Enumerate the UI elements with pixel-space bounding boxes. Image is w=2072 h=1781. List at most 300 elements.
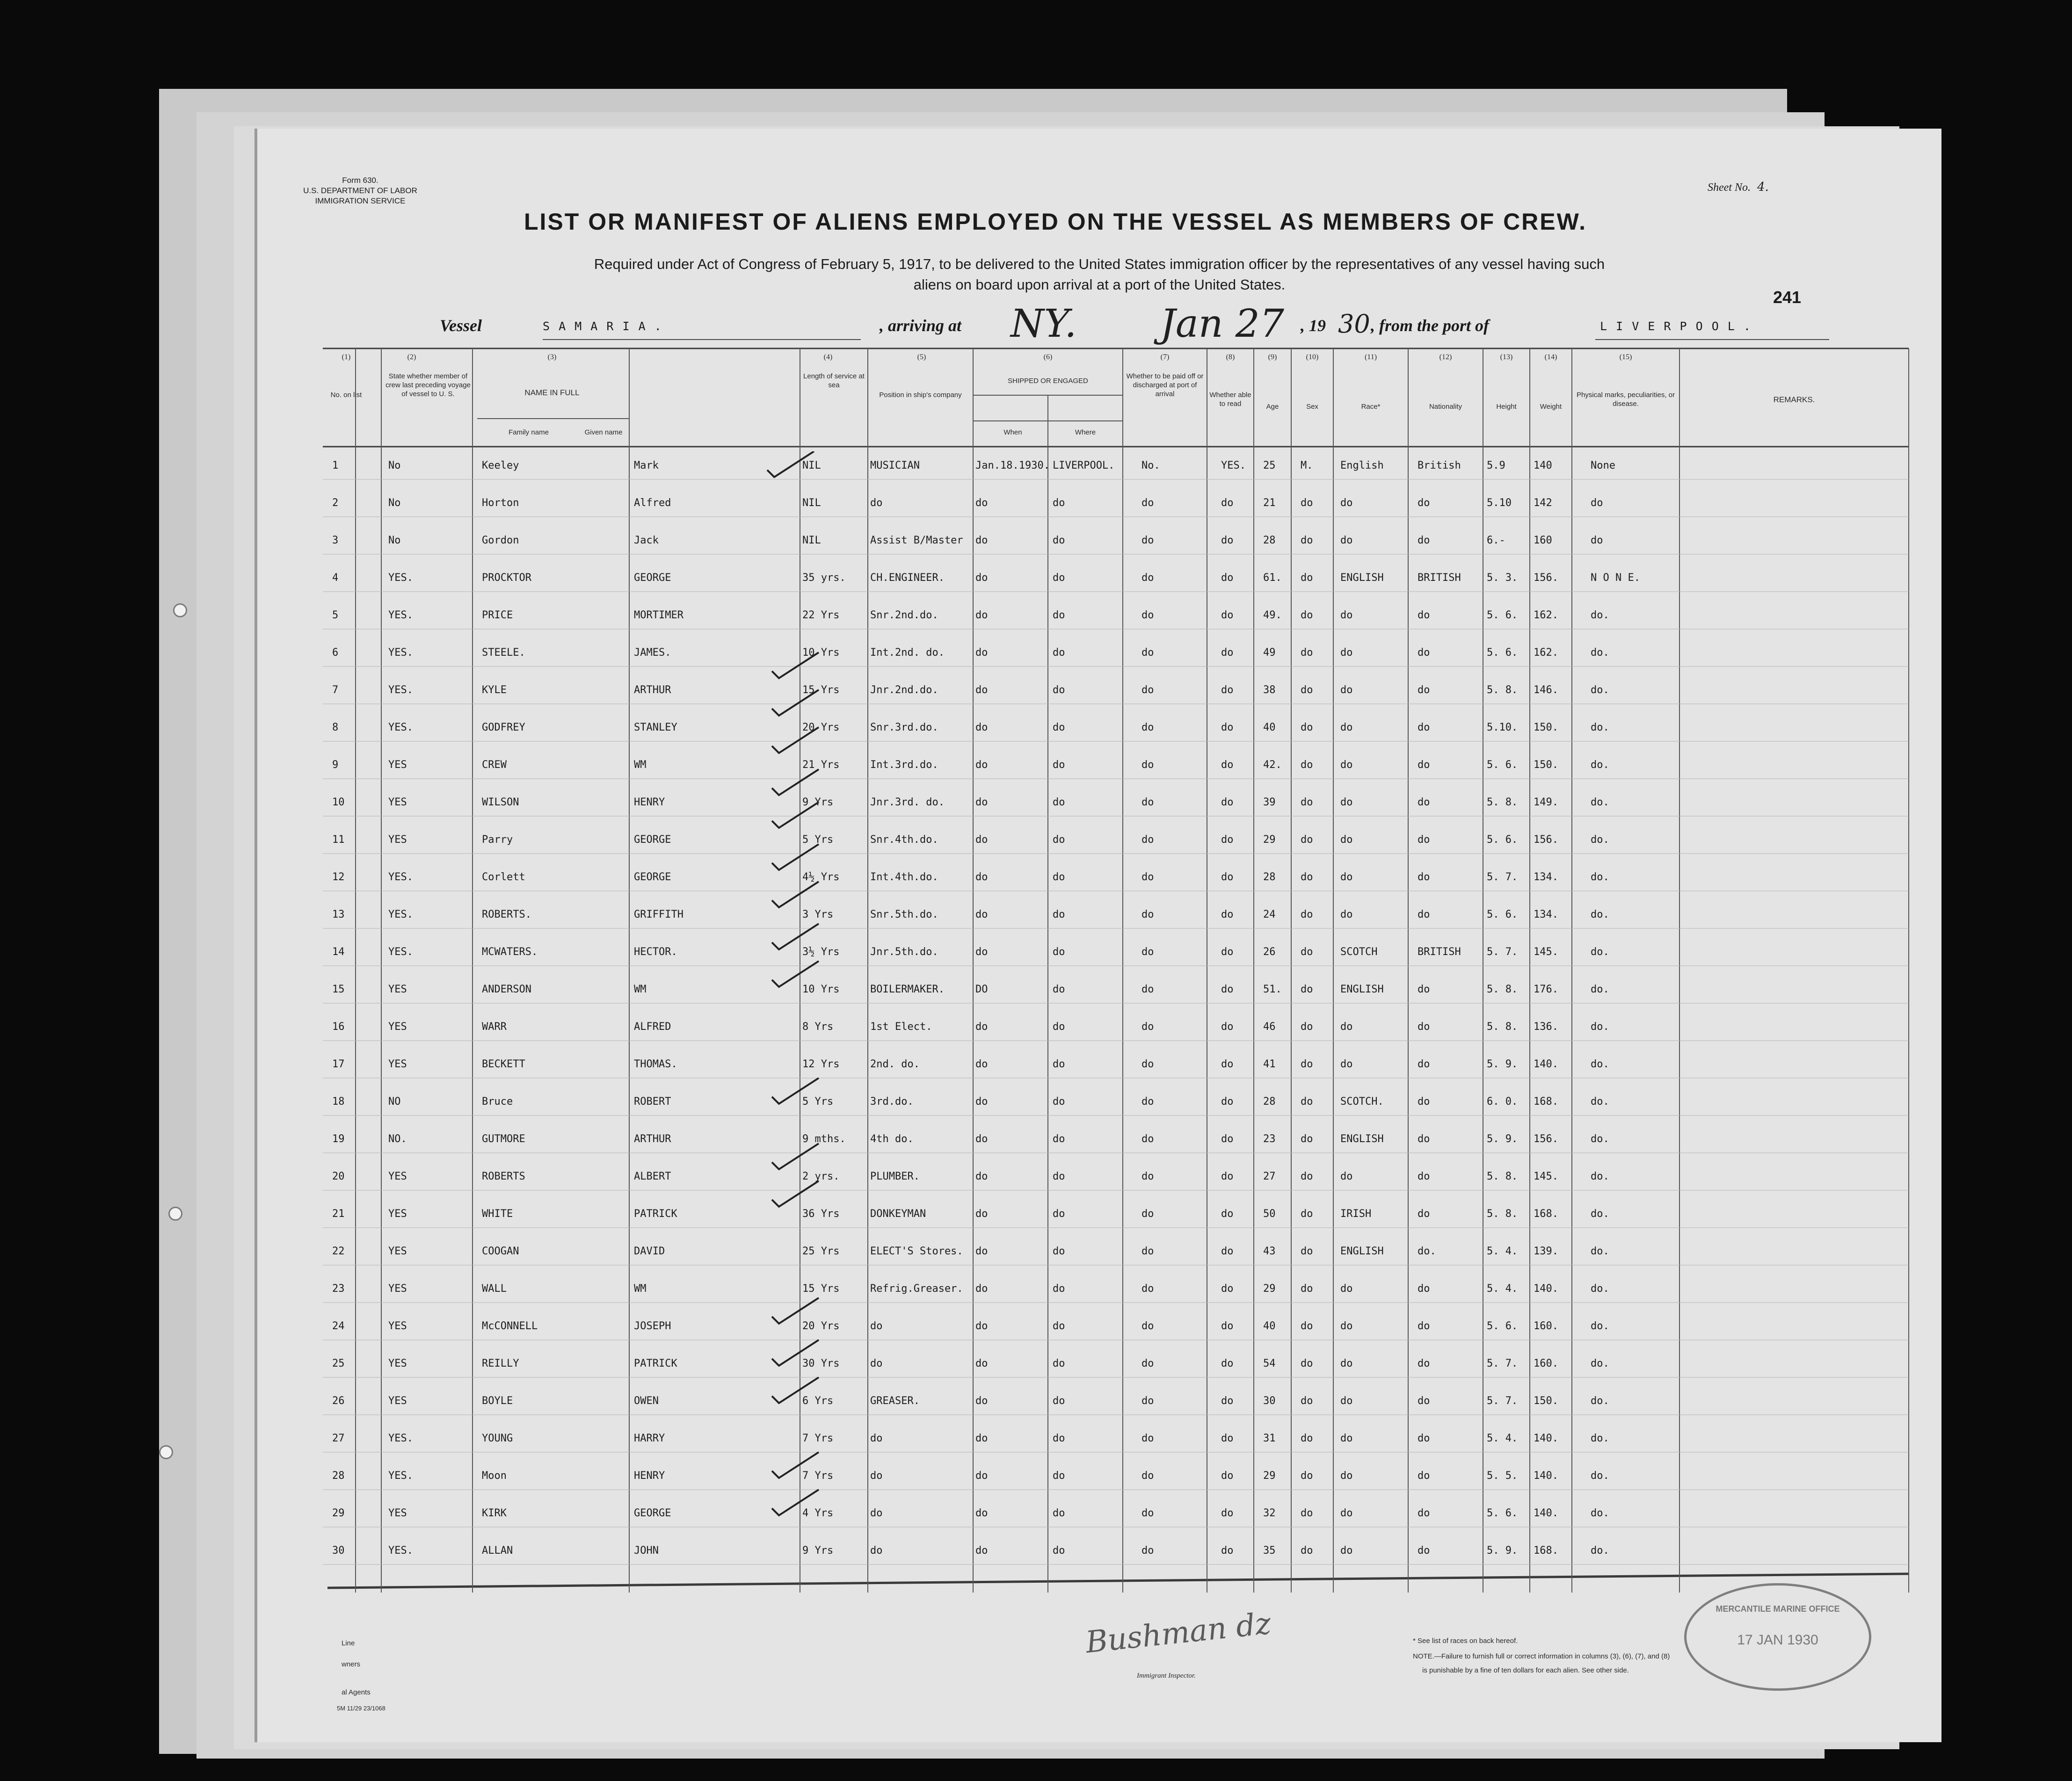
paid-off-cell: do: [1141, 1021, 1154, 1033]
weight-cell: 140.: [1534, 1470, 1558, 1482]
height-cell: 5. 6.: [1487, 1320, 1518, 1332]
family-name-cell: REILLY: [482, 1358, 519, 1369]
sheet-value: 4.: [1757, 180, 1769, 194]
punch-hole: [159, 1445, 173, 1459]
physical-marks-cell: do.: [1591, 1320, 1609, 1332]
arriving-port: NY.: [1011, 302, 1077, 346]
previous-voyage-cell: NO: [388, 1096, 401, 1108]
family-name-cell: YOUNG: [482, 1433, 513, 1444]
weight-cell: 145.: [1534, 1171, 1558, 1182]
previous-voyage-cell: YES.: [388, 572, 413, 584]
paid-off-cell: do: [1141, 946, 1154, 958]
row-number-cell: 12: [332, 871, 345, 883]
checkmarks: [753, 451, 903, 1574]
race-note: * See list of races on back hereof.: [1413, 1637, 1518, 1645]
physical-marks-cell: do.: [1591, 1507, 1609, 1519]
form-number: Form 630.: [342, 176, 378, 185]
previous-voyage-cell: YES.: [388, 1470, 413, 1482]
physical-marks-cell: do.: [1591, 946, 1609, 958]
col3-header: NAME IN FULL: [524, 388, 580, 397]
race-cell: do: [1340, 647, 1353, 659]
sex-cell: do: [1301, 759, 1313, 771]
able-to-read-cell: do: [1221, 909, 1234, 920]
family-name-cell: ALLAN: [482, 1545, 513, 1557]
given-name-cell: ARTHUR: [634, 684, 671, 696]
position-cell: do: [870, 1320, 883, 1332]
able-to-read-cell: do: [1221, 796, 1234, 808]
able-to-read-cell: do: [1221, 759, 1234, 771]
family-name-cell: COOGAN: [482, 1245, 519, 1257]
family-name-cell: KIRK: [482, 1507, 507, 1519]
shipped-where-cell: do: [1053, 572, 1065, 584]
position-cell: do: [870, 1545, 883, 1557]
sex-cell: do: [1301, 1021, 1313, 1033]
paid-off-cell: do: [1141, 684, 1154, 696]
height-cell: 5. 7.: [1487, 1358, 1518, 1369]
given-name-cell: ROBERT: [634, 1096, 671, 1108]
shipped-where-cell: do: [1053, 1171, 1065, 1182]
form-service: IMMIGRATION SERVICE: [315, 196, 406, 205]
sex-cell: do: [1301, 1395, 1313, 1407]
col13-number: (13): [1500, 353, 1513, 361]
previous-voyage-cell: YES: [388, 1320, 407, 1332]
race-cell: do: [1340, 609, 1353, 621]
race-cell: do: [1340, 1171, 1353, 1182]
nationality-cell: do: [1418, 1470, 1430, 1482]
given-name-cell: GEORGE: [634, 1507, 671, 1519]
subtitle-line-1: Required under Act of Congress of February 5, 1917, to be delivered to the United States immigration officer by the representatives of any vessel having such: [594, 256, 1605, 272]
given-name-cell: HENRY: [634, 1470, 665, 1482]
family-name-cell: WARR: [482, 1021, 507, 1033]
physical-marks-cell: do.: [1591, 759, 1609, 771]
shipped-when-cell: do: [975, 647, 988, 659]
mercantile-marine-stamp: [1684, 1583, 1871, 1691]
sex-cell: do: [1301, 871, 1313, 883]
paid-off-cell: do: [1141, 572, 1154, 584]
paid-off-cell: do: [1141, 1433, 1154, 1444]
row-number-cell: 8: [332, 722, 339, 733]
departure-port: L I V E R P O O L .: [1600, 319, 1752, 333]
col11-header: Race*: [1361, 403, 1381, 411]
physical-marks-cell: do.: [1591, 1133, 1609, 1145]
shipped-when-cell: do: [975, 1545, 988, 1557]
col7-header: Whether to be paid off or discharged at port of arrival: [1126, 372, 1204, 398]
able-to-read-cell: do: [1221, 1245, 1234, 1257]
age-cell: 31: [1263, 1433, 1276, 1444]
age-cell: 50: [1263, 1208, 1276, 1220]
physical-marks-cell: do.: [1591, 1171, 1609, 1182]
able-to-read-cell: YES.: [1221, 460, 1246, 471]
family-name-cell: ROBERTS: [482, 1171, 525, 1182]
able-to-read-cell: do: [1221, 1507, 1234, 1519]
paid-off-cell: do: [1141, 909, 1154, 920]
shipped-when-cell: do: [975, 572, 988, 584]
table-row: [257, 909, 1941, 937]
height-cell: 5. 7.: [1487, 946, 1518, 958]
paid-off-cell: do: [1141, 647, 1154, 659]
nationality-cell: do: [1418, 1545, 1430, 1557]
family-name-cell: KYLE: [482, 684, 507, 696]
position-cell: do: [870, 497, 883, 509]
paid-off-cell: do: [1141, 1058, 1154, 1070]
given-name-cell: HARRY: [634, 1433, 665, 1444]
nationality-cell: do: [1418, 871, 1430, 883]
able-to-read-cell: do: [1221, 1320, 1234, 1332]
sex-cell: do: [1301, 1171, 1313, 1182]
height-cell: 5. 8.: [1487, 984, 1518, 995]
table-row: [257, 497, 1941, 525]
given-name-cell: GEORGE: [634, 871, 671, 883]
row-number-cell: 1: [332, 460, 339, 471]
shipped-when-cell: do: [975, 1058, 988, 1070]
col5-header: Position in ship's company: [879, 391, 962, 399]
physical-marks-cell: do.: [1591, 609, 1609, 621]
shipped-where-cell: do: [1053, 1021, 1065, 1033]
col15-header: Physical marks, peculiarities, or disease.: [1576, 391, 1675, 408]
sex-cell: do: [1301, 1320, 1313, 1332]
position-cell: 1st Elect.: [870, 1021, 932, 1033]
paid-off-cell: do: [1141, 497, 1154, 509]
given-name-cell: WM: [634, 759, 647, 771]
nationality-cell: do: [1418, 1320, 1430, 1332]
sex-cell: do: [1301, 946, 1313, 958]
family-name-cell: CREW: [482, 759, 507, 771]
race-cell: do: [1340, 1058, 1353, 1070]
physical-marks-cell: do: [1591, 497, 1603, 509]
shipped-when-cell: do: [975, 871, 988, 883]
position-cell: 2nd. do.: [870, 1058, 920, 1070]
sex-cell: M.: [1301, 460, 1313, 471]
col1-header: No. on list: [330, 391, 362, 399]
able-to-read-cell: do: [1221, 497, 1234, 509]
shipped-where-cell: do: [1053, 1058, 1065, 1070]
length-of-service-cell: 9 Yrs: [802, 796, 834, 808]
table-row: [257, 1021, 1941, 1049]
row-number-cell: 29: [332, 1507, 345, 1519]
race-cell: do: [1340, 909, 1353, 920]
position-cell: GREASER.: [870, 1395, 920, 1407]
row-number-cell: 14: [332, 946, 345, 958]
nationality-cell: do: [1418, 722, 1430, 733]
sex-cell: do: [1301, 1058, 1313, 1070]
sex-cell: do: [1301, 684, 1313, 696]
crew-table-body: [257, 451, 1941, 1583]
paid-off-cell: do: [1141, 871, 1154, 883]
weight-cell: 140.: [1534, 1283, 1558, 1295]
position-cell: ELECT'S Stores.: [870, 1245, 963, 1257]
previous-voyage-cell: YES: [388, 1283, 407, 1295]
physical-marks-cell: do.: [1591, 834, 1609, 846]
sex-cell: do: [1301, 1283, 1313, 1295]
length-of-service-cell: 10 Yrs: [802, 984, 840, 995]
able-to-read-cell: do: [1221, 535, 1234, 546]
weight-cell: 134.: [1534, 871, 1558, 883]
race-cell: do: [1340, 759, 1353, 771]
table-row: [257, 1320, 1941, 1348]
table-row: [257, 572, 1941, 600]
shipped-where-cell: do: [1053, 609, 1065, 621]
previous-voyage-cell: YES: [388, 1507, 407, 1519]
height-cell: 5. 6.: [1487, 609, 1518, 621]
col9-header: Age: [1266, 403, 1279, 411]
row-number-cell: 30: [332, 1545, 345, 1557]
given-name-cell: HECTOR.: [634, 946, 677, 958]
position-cell: Int.4th.do.: [870, 871, 938, 883]
family-name-cell: Moon: [482, 1470, 507, 1482]
position-cell: Assist B/Master: [870, 535, 963, 546]
weight-cell: 156.: [1534, 572, 1558, 584]
length-of-service-cell: 20 Yrs: [802, 722, 840, 733]
nationality-cell: do: [1418, 1283, 1430, 1295]
nationality-cell: do: [1418, 1208, 1430, 1220]
height-cell: 5. 4.: [1487, 1245, 1518, 1257]
nationality-cell: do: [1418, 1133, 1430, 1145]
footer-agents-label: al Agents: [342, 1688, 371, 1696]
shipped-when-cell: do: [975, 1171, 988, 1182]
length-of-service-cell: 15 Yrs: [802, 1283, 840, 1295]
given-name-cell: Alfred: [634, 497, 671, 509]
shipped-where-cell: do: [1053, 871, 1065, 883]
position-cell: BOILERMAKER.: [870, 984, 945, 995]
port-label: , from the port of: [1371, 316, 1490, 335]
row-number-cell: 16: [332, 1021, 345, 1033]
age-cell: 29: [1263, 1283, 1276, 1295]
inspector-label: Immigrant Inspector.: [1137, 1672, 1196, 1680]
length-of-service-cell: 36 Yrs: [802, 1208, 840, 1220]
sex-cell: do: [1301, 1545, 1313, 1557]
height-cell: 5. 8.: [1487, 1021, 1518, 1033]
previous-voyage-cell: YES.: [388, 946, 413, 958]
shipped-where-cell: do: [1053, 1320, 1065, 1332]
shipped-where-cell: do: [1053, 497, 1065, 509]
stamp-text: MERCANTILE MARINE OFFICE: [1716, 1604, 1840, 1614]
race-cell: do: [1340, 1545, 1353, 1557]
family-name-cell: Bruce: [482, 1096, 513, 1108]
table-row: [257, 796, 1941, 825]
shipped-when-cell: do: [975, 1208, 988, 1220]
given-name-cell: JOSEPH: [634, 1320, 671, 1332]
table-row: [257, 1358, 1941, 1386]
age-cell: 49.: [1263, 609, 1282, 621]
length-of-service-cell: 3 Yrs: [802, 909, 834, 920]
table-row: [257, 609, 1941, 637]
row-number-cell: 19: [332, 1133, 345, 1145]
nationality-cell: do.: [1418, 1245, 1436, 1257]
physical-marks-cell: do.: [1591, 1021, 1609, 1033]
given-name-cell: WM: [634, 984, 647, 995]
height-cell: 5. 9.: [1487, 1545, 1518, 1557]
col11-number: (11): [1364, 353, 1377, 361]
race-cell: ENGLISH: [1340, 1133, 1384, 1145]
row-number-cell: 4: [332, 572, 339, 584]
weight-cell: 156.: [1534, 834, 1558, 846]
nationality-cell: do: [1418, 1171, 1430, 1182]
shipped-when-cell: do: [975, 1358, 988, 1369]
race-cell: do: [1340, 1283, 1353, 1295]
position-cell: Jnr.3rd. do.: [870, 796, 945, 808]
paid-off-cell: do: [1141, 1358, 1154, 1369]
previous-voyage-cell: YES: [388, 1395, 407, 1407]
weight-cell: 168.: [1534, 1096, 1558, 1108]
paid-off-cell: do: [1141, 1283, 1154, 1295]
able-to-read-cell: do: [1221, 1545, 1234, 1557]
age-cell: 23: [1263, 1133, 1276, 1145]
row-number-cell: 17: [332, 1058, 345, 1070]
sex-cell: do: [1301, 647, 1313, 659]
weight-cell: 162.: [1534, 609, 1558, 621]
physical-marks-cell: do.: [1591, 1245, 1609, 1257]
height-cell: 5. 9.: [1487, 1133, 1518, 1145]
nationality-cell: do: [1418, 834, 1430, 846]
previous-voyage-cell: YES: [388, 796, 407, 808]
sex-cell: do: [1301, 1133, 1313, 1145]
able-to-read-cell: do: [1221, 684, 1234, 696]
nationality-cell: British: [1418, 460, 1461, 471]
weight-cell: 140.: [1534, 1058, 1558, 1070]
shipped-where-cell: do: [1053, 946, 1065, 958]
weight-cell: 146.: [1534, 684, 1558, 696]
family-name-cell: Parry: [482, 834, 513, 846]
stamp-date: 17 JAN 1930: [1737, 1632, 1818, 1648]
age-cell: 32: [1263, 1507, 1276, 1519]
shipped-when-cell: do: [975, 946, 988, 958]
col9-number: (9): [1268, 353, 1277, 361]
race-cell: do: [1340, 497, 1353, 509]
able-to-read-cell: do: [1221, 609, 1234, 621]
shipped-when-cell: do: [975, 1096, 988, 1108]
position-cell: Snr.5th.do.: [870, 909, 938, 920]
length-of-service-cell: 20 Yrs: [802, 1320, 840, 1332]
length-of-service-cell: 9 Yrs: [802, 1545, 834, 1557]
race-cell: do: [1340, 1320, 1353, 1332]
table-row: [257, 1096, 1941, 1124]
previous-voyage-cell: YES.: [388, 647, 413, 659]
col15-number: (15): [1619, 353, 1632, 361]
row-number-cell: 26: [332, 1395, 345, 1407]
length-of-service-cell: NIL: [802, 535, 821, 546]
able-to-read-cell: do: [1221, 984, 1234, 995]
shipped-where-cell: do: [1053, 834, 1065, 846]
nationality-cell: do: [1418, 1096, 1430, 1108]
table-row: [257, 1395, 1941, 1423]
age-cell: 43: [1263, 1245, 1276, 1257]
height-cell: 6. 0.: [1487, 1096, 1518, 1108]
height-cell: 5.10.: [1487, 722, 1518, 733]
height-cell: 5. 6.: [1487, 647, 1518, 659]
punch-hole: [173, 603, 187, 617]
position-cell: Int.2nd. do.: [870, 647, 945, 659]
col6-when-header: When: [1003, 428, 1022, 436]
vessel-label: Vessel: [440, 316, 482, 335]
family-name-cell: Corlett: [482, 871, 525, 883]
sex-cell: do: [1301, 1470, 1313, 1482]
col8-number: (8): [1226, 353, 1235, 361]
family-name-cell: Horton: [482, 497, 519, 509]
arrival-date: Jan 27: [1160, 302, 1284, 346]
physical-marks-cell: do.: [1591, 871, 1609, 883]
able-to-read-cell: do: [1221, 1283, 1234, 1295]
col7-number: (7): [1160, 353, 1170, 361]
physical-marks-cell: do.: [1591, 647, 1609, 659]
given-name-cell: DAVID: [634, 1245, 665, 1257]
given-name-cell: MORTIMER: [634, 609, 683, 621]
previous-voyage-cell: YES: [388, 1208, 407, 1220]
table-row: [257, 1433, 1941, 1461]
footer-print-code: 5M 11/29 23/1068: [337, 1705, 385, 1712]
shipped-where-cell: do: [1053, 909, 1065, 920]
position-cell: do: [870, 1433, 883, 1444]
sex-cell: do: [1301, 834, 1313, 846]
shipped-when-cell: do: [975, 759, 988, 771]
age-cell: 25: [1263, 460, 1276, 471]
col2-number: (2): [407, 353, 416, 361]
family-name-cell: Keeley: [482, 460, 519, 471]
sex-cell: do: [1301, 1208, 1313, 1220]
previous-voyage-cell: YES.: [388, 684, 413, 696]
family-name-cell: BECKETT: [482, 1058, 525, 1070]
race-cell: do: [1340, 1433, 1353, 1444]
col12-number: (12): [1439, 353, 1452, 361]
shipped-when-cell: do: [975, 1021, 988, 1033]
shipped-where-cell: do: [1053, 1283, 1065, 1295]
previous-voyage-cell: YES.: [388, 1433, 413, 1444]
row-number-cell: 21: [332, 1208, 345, 1220]
length-of-service-cell: 9 mths.: [802, 1133, 846, 1145]
able-to-read-cell: do: [1221, 647, 1234, 659]
physical-marks-cell: do.: [1591, 684, 1609, 696]
shipped-where-cell: do: [1053, 1208, 1065, 1220]
age-cell: 54: [1263, 1358, 1276, 1369]
table-row: [257, 535, 1941, 563]
previous-voyage-cell: YES: [388, 984, 407, 995]
shipped-where-cell: do: [1053, 722, 1065, 733]
paid-off-cell: do: [1141, 1395, 1154, 1407]
col6-where-header: Where: [1075, 428, 1096, 436]
table-row: [257, 984, 1941, 1012]
physical-marks-cell: do.: [1591, 1058, 1609, 1070]
subtitle-line-2: aliens on board upon arrival at a port of the United States.: [913, 276, 1286, 293]
shipped-where-cell: do: [1053, 984, 1065, 995]
col3-given-header: Given name: [584, 428, 623, 436]
table-row: [257, 834, 1941, 862]
row-number-cell: 15: [332, 984, 345, 995]
family-name-cell: WILSON: [482, 796, 519, 808]
race-cell: do: [1340, 796, 1353, 808]
paid-off-cell: do: [1141, 722, 1154, 733]
col4-number: (4): [823, 353, 833, 361]
given-name-cell: GEORGE: [634, 834, 671, 846]
shipped-when-cell: do: [975, 1470, 988, 1482]
age-cell: 61.: [1263, 572, 1282, 584]
sex-cell: do: [1301, 909, 1313, 920]
age-cell: 28: [1263, 1096, 1276, 1108]
nationality-cell: do: [1418, 1507, 1430, 1519]
shipped-when-cell: do: [975, 497, 988, 509]
table-row: [257, 1133, 1941, 1161]
physical-marks-cell: do.: [1591, 984, 1609, 995]
shipped-where-cell: do: [1053, 647, 1065, 659]
nationality-cell: do: [1418, 909, 1430, 920]
sex-cell: do: [1301, 609, 1313, 621]
manifest-sheet: [257, 129, 1941, 1742]
arriving-label: , arriving at: [880, 316, 962, 335]
previous-voyage-cell: YES.: [388, 871, 413, 883]
given-name-cell: Mark: [634, 460, 659, 471]
shipped-when-cell: do: [975, 1133, 988, 1145]
shipped-when-cell: Jan.18.1930.: [975, 460, 1050, 471]
age-cell: 28: [1263, 535, 1276, 546]
physical-marks-cell: do.: [1591, 1208, 1609, 1220]
